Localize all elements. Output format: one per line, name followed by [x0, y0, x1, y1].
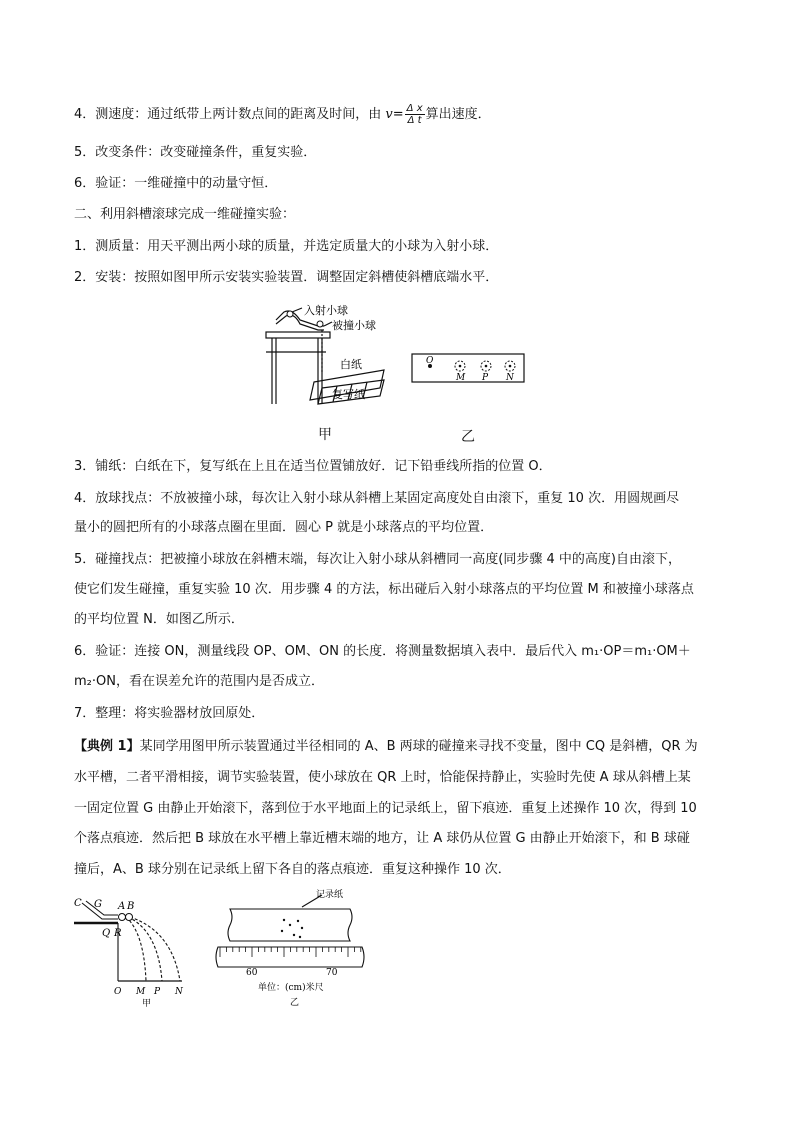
step-6-cont: m₂·ON，看在误差允许的范围内是否成立．: [74, 674, 324, 689]
step-6-verify-2: 6．验证：连接 ON，测量线段 OP、OM、ON 的长度．将测量数据填入表中．最后代入 m₁·OP＝m₁·OM＋: [74, 644, 691, 659]
label-A: A: [118, 901, 126, 912]
label-hit-ball: 被撞小球: [332, 319, 376, 332]
fraction: [405, 103, 425, 126]
step-4-speed: [74, 103, 734, 126]
label-M: M: [456, 373, 466, 383]
label-R: R: [114, 928, 122, 939]
equals: =: [392, 107, 404, 122]
example-1: [74, 738, 734, 756]
tick-label-70: 70: [326, 968, 338, 978]
caption-jia: 甲: [318, 427, 332, 443]
label-incident-ball: 入射小球: [304, 304, 348, 317]
step-2-install: 2．安装：按照如图甲所示安装实验装置．调整固定斜槽使斜槽底端水平．: [74, 270, 499, 285]
example-tag: 【典例 1】: [74, 739, 140, 754]
label-G: G: [94, 899, 102, 910]
label-N: N: [175, 987, 183, 997]
tick-label-60: 60: [246, 968, 258, 978]
section-heading: 二、利用斜槽滚球完成一维碰撞实验：: [74, 207, 296, 222]
example-1-cont-3: 个落点痕迹．然后把 B 球放在水平槽上靠近槽末端的地方，让 A 球仍从位置 G 由静止开始滚下，和 B 球碰: [74, 831, 690, 846]
label-N: N: [506, 373, 514, 383]
step-3-paper: 3．铺纸：白纸在下，复写纸在上且在适当位置铺放好．记下铅垂线所指的位置 O．: [74, 459, 552, 474]
text: 4．测速度：通过纸带上两计数点间的距离及时间，由: [74, 107, 386, 122]
step-4-cont: 量小的圆把所有的小球落点圈在里面．圆心 P 就是小球落点的平均位置．: [74, 520, 494, 535]
figure-2-apparatus: [72, 893, 202, 1008]
example-1-cont-1: 水平槽，二者平滑相接，调节实验装置，使小球放在 QR 上时，恰能保持静止，实验时先使 A 球从斜槽上某: [74, 770, 691, 785]
caption-yi: 乙: [290, 998, 300, 1008]
landing-dots: [281, 919, 303, 938]
step-6-verify: 6．验证：一维碰撞中的动量守恒．: [74, 176, 278, 191]
figure-2-ruler: [210, 887, 370, 1012]
figure-1: [262, 304, 542, 444]
label-Q: Q: [102, 928, 111, 939]
label-P: P: [154, 987, 161, 997]
example-1-cont-2: 一固定位置 G 由静止开始滚下，落到位于水平地面上的记录纸上，留下痕迹．重复上述操作 10 次，得到 10: [74, 801, 697, 816]
example-1-cont-4: 撞后，A、B 球分别在记录纸上留下各自的落点痕迹．重复这种操作 10 次．: [74, 862, 511, 877]
label-P: P: [482, 373, 489, 383]
text: 算出速度．: [425, 107, 491, 122]
step-1-mass: 1．测质量：用天平测出两小球的质量，并选定质量大的小球为入射小球．: [74, 239, 499, 254]
label-O: O: [426, 356, 434, 366]
label-white-paper: 白纸: [340, 358, 362, 371]
label-record-paper: 记录纸: [316, 890, 344, 900]
ruler-unit: 单位：(cm)米尺: [258, 983, 324, 993]
caption-yi: 乙: [461, 429, 475, 445]
label-O: O: [114, 987, 122, 997]
caption-jia: 甲: [142, 999, 152, 1008]
step-5-change: 5．改变条件：改变碰撞条件，重复实验．: [74, 145, 317, 160]
label-C: C: [74, 898, 82, 909]
label-M: M: [136, 987, 146, 997]
step-4-find-point: 4．放球找点：不放被撞小球，每次让入射小球从斜槽上某固定高度处自由滚下，重复 10 次．用圆规画尽: [74, 491, 680, 506]
step-7-tidy: 7．整理：将实验器材放回原处．: [74, 706, 265, 721]
label-B: B: [127, 901, 135, 912]
step-5-cont-2: 的平均位置 N．如图乙所示．: [74, 612, 244, 627]
step-5-cont-1: 使它们发生碰撞，重复实验 10 次．用步骤 4 的方法，标出碰后入射小球落点的平均位置 M 和被撞小球落点: [74, 582, 694, 597]
fraction-numerator: Δ x: [406, 103, 423, 114]
label-carbon-paper: 复写纸: [332, 388, 365, 401]
step-5-collide: 5．碰撞找点：把被撞小球放在斜槽末端，每次让入射小球从斜槽同一高度(同步骤 4 中的高度)自由滚下，: [74, 552, 681, 567]
text: 某同学用图甲所示装置通过半径相同的 A、B 两球的碰撞来寻找不变量，图中 CQ 是斜槽，QR 为: [139, 739, 698, 754]
var-v: v: [385, 107, 393, 122]
fraction-denominator: Δ t: [407, 115, 422, 126]
